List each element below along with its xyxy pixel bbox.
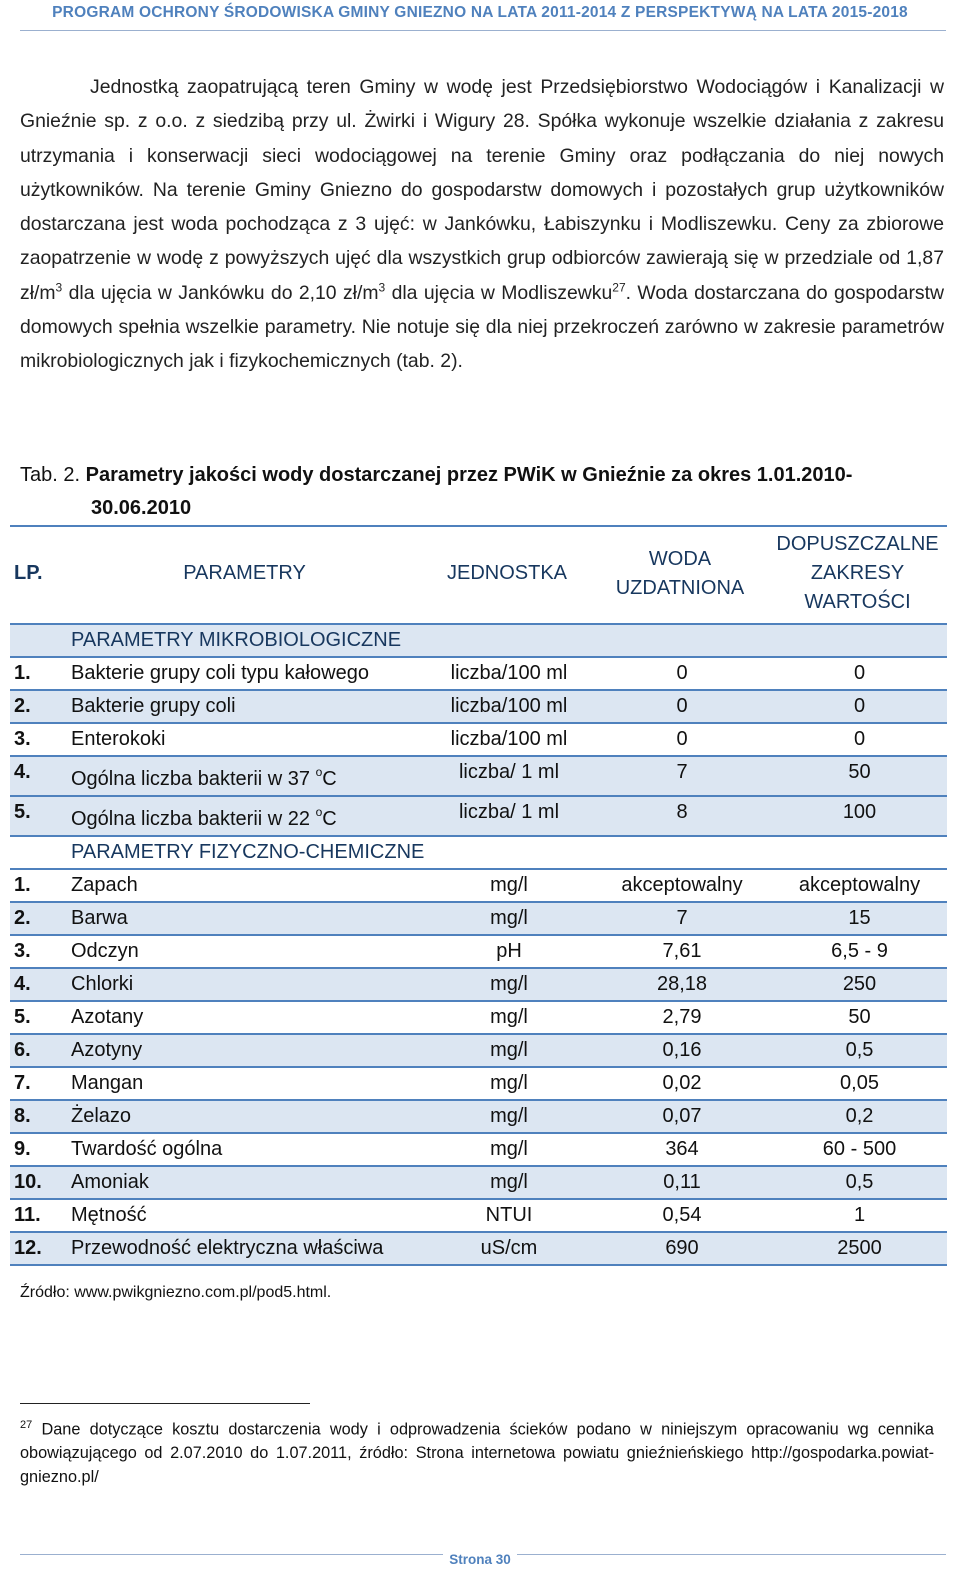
cell-param: Przewodność elektryczna właściwa bbox=[71, 1237, 384, 1259]
cell-param: Bakterie grupy coli bbox=[71, 695, 236, 717]
table-row bbox=[10, 1034, 947, 1067]
table-row bbox=[10, 756, 947, 796]
cell-woda: 0,54 bbox=[662, 1204, 702, 1226]
footnote-rule bbox=[20, 1403, 310, 1404]
cell-unit: liczba/100 ml bbox=[450, 662, 568, 684]
col-header-lp: LP. bbox=[14, 562, 43, 584]
paragraph-text-3: dla ujęcia w Modliszewku bbox=[385, 281, 613, 304]
table-row bbox=[10, 902, 947, 935]
table-row bbox=[10, 869, 947, 902]
cell-woda: 0,16 bbox=[662, 1039, 702, 1061]
paragraph-text-1: Jednostką zaopatrującą teren Gminy w wodę jest Przedsiębiorstwo Wodociągów i Kanalizacji w Gnieźnie sp. z o.o. z siedzibą przy ul. Żwirki i Wigury 28. Spółka wykonuje wszelkie działania z zakresu utrzymania i konserwacji sieci wodociągowej na terenie Gminy oraz podłączania do niej nowych użytkowników. Na terenie Gminy Gniezno do gospodarstw domowych i pozostałych grup użytkowników dostarczana jest woda pochodząca z 3 ujęć: w Jankówku, Łabiszynku i Modliszewku. Ceny za zbiorowe zaopatrzenie w wodę z powyższych ujęć dla wszystkich grup odbiorców zawierają się w przedziale od 1,87 zł/m bbox=[20, 76, 944, 304]
cell-dop: 0 bbox=[853, 662, 866, 684]
cell-unit: mg/l bbox=[490, 874, 528, 896]
cell-woda: 690 bbox=[665, 1237, 699, 1259]
cell-param: Odczyn bbox=[71, 940, 139, 962]
paragraph-text-4: . Woda dostarczana do gospodarstw domowych spełnia wszelkie parametry. Nie notuje się dla niej przekroczeń zarówno w zakresie parametrów mikrobiologicznych jak i fizykochemicznych (tab. 2). bbox=[20, 281, 944, 373]
cell-dop: akceptowalny bbox=[798, 874, 921, 896]
cell-param: Twardość ogólna bbox=[71, 1138, 223, 1160]
section-title: PARAMETRY FIZYCZNO-CHEMICZNE bbox=[71, 841, 425, 863]
table-row bbox=[10, 657, 947, 690]
cell-dop: 6,5 - 9 bbox=[831, 940, 888, 962]
cell-param: Azotyny bbox=[71, 1039, 143, 1061]
cell-dop: 50 bbox=[848, 761, 871, 783]
cell-unit: NTUI bbox=[485, 1204, 533, 1226]
cell-param: Zapach bbox=[71, 874, 138, 896]
cell-lp: 3. bbox=[14, 940, 31, 962]
cell-unit: liczba/ 1 ml bbox=[458, 761, 560, 783]
caption-title: Parametry jakości wody dostarczanej przez PWiK w Gnieźnie za okres 1.01.2010- bbox=[85, 464, 853, 486]
table-row bbox=[10, 935, 947, 968]
body-paragraph bbox=[20, 70, 944, 379]
cell-woda: 2,79 bbox=[662, 1006, 702, 1028]
cell-lp: 5. bbox=[14, 1006, 31, 1028]
cell-lp: 10. bbox=[14, 1171, 42, 1193]
footnote bbox=[20, 1413, 934, 1489]
table-row bbox=[10, 1232, 947, 1265]
cell-unit: mg/l bbox=[490, 1171, 528, 1193]
cell-param: Mętność bbox=[71, 1204, 147, 1226]
cell-unit: mg/l bbox=[490, 907, 528, 929]
running-header: PROGRAM OCHRONY ŚRODOWISKA GMINY GNIEZNO NA LATA 2011-2014 Z PERSPEKTYWĄ NA LATA 2015-2018 bbox=[52, 4, 908, 21]
cell-lp: 7. bbox=[14, 1072, 31, 1094]
table-row bbox=[10, 796, 947, 836]
table-caption bbox=[20, 459, 944, 525]
cell-lp: 12. bbox=[14, 1237, 42, 1259]
col-header-param: PARAMETRY bbox=[183, 562, 306, 584]
cell-lp: 1. bbox=[14, 874, 31, 896]
cell-lp: 8. bbox=[14, 1105, 31, 1127]
water-quality-table bbox=[10, 525, 947, 1266]
cell-dop: 0,5 bbox=[845, 1171, 874, 1193]
cell-dop: 0 bbox=[853, 728, 866, 750]
footnote-ref[interactable]: 27 bbox=[612, 280, 626, 295]
footnote-number: 27 bbox=[20, 1419, 33, 1431]
paragraph-text-2: dla ujęcia w Jankówku do 2,10 zł/m bbox=[62, 281, 379, 304]
table-header-row bbox=[10, 526, 947, 624]
cell-dop: 250 bbox=[842, 973, 877, 995]
cell-woda: 28,18 bbox=[656, 973, 708, 995]
table-row bbox=[10, 690, 947, 723]
table-row bbox=[10, 968, 947, 1001]
cell-unit: mg/l bbox=[490, 1039, 528, 1061]
cell-param: Barwa bbox=[71, 907, 128, 929]
cell-dop: 0,2 bbox=[845, 1105, 874, 1127]
col-header-woda: WODA UZDATNIONA bbox=[615, 547, 745, 599]
section-row bbox=[10, 836, 947, 869]
cell-unit: mg/l bbox=[490, 1072, 528, 1094]
cell-lp: 2. bbox=[14, 907, 31, 929]
cell-lp: 6. bbox=[14, 1039, 31, 1061]
table-row bbox=[10, 1133, 947, 1166]
cell-param: Enterokoki bbox=[71, 728, 166, 750]
cell-unit: liczba/100 ml bbox=[450, 695, 568, 717]
footnote-text: Dane dotyczące kosztu dostarczenia wody i odprowadzenia ścieków podano w niniejszym opracowaniu wg cennika obowiązującego od 2.07.2010 do 1.07.2011, źródło: Strona internetowa powiatu gnieźnieńskiego http://gospodarka.powiat-gniezno.pl/ bbox=[20, 1420, 934, 1487]
cell-lp: 4. bbox=[14, 761, 31, 783]
section-row bbox=[10, 624, 947, 657]
cell-unit: mg/l bbox=[490, 1006, 528, 1028]
cell-param: Ogólna liczba bakterii w 22 $^o$C bbox=[71, 805, 337, 830]
cell-unit: pH bbox=[496, 940, 522, 962]
cell-woda: 8 bbox=[676, 801, 688, 823]
superscript-3: 3 bbox=[55, 280, 63, 295]
cell-woda: 0 bbox=[676, 695, 688, 717]
cell-param: Bakterie grupy coli typu kałowego bbox=[71, 662, 369, 684]
col-header-dop: DOPUSZCZALNE ZAKRESY WARTOŚCI bbox=[776, 533, 939, 613]
cell-unit: liczba/100 ml bbox=[450, 728, 568, 750]
cell-woda: 7 bbox=[676, 907, 688, 929]
page-footer bbox=[0, 1552, 960, 1567]
section-title: PARAMETRY MIKROBIOLOGICZNE bbox=[71, 629, 402, 651]
cell-param: Azotany bbox=[71, 1006, 144, 1028]
cell-woda: 0,02 bbox=[662, 1072, 702, 1094]
cell-param: Amoniak bbox=[71, 1171, 149, 1193]
cell-lp: 1. bbox=[14, 662, 31, 684]
table-row bbox=[10, 1166, 947, 1199]
caption-title-cont: 30.06.2010 bbox=[91, 497, 192, 519]
cell-dop: 15 bbox=[848, 907, 871, 929]
cell-woda: akceptowalny bbox=[621, 874, 743, 896]
cell-woda: 364 bbox=[665, 1138, 699, 1160]
header-rule bbox=[20, 30, 946, 31]
cell-dop: 100 bbox=[842, 801, 877, 823]
cell-unit: liczba/ 1 ml bbox=[458, 801, 560, 823]
cell-woda: 0 bbox=[676, 662, 688, 684]
cell-dop: 0 bbox=[853, 695, 866, 717]
cell-unit: uS/cm bbox=[480, 1237, 538, 1259]
cell-lp: 2. bbox=[14, 695, 31, 717]
cell-woda: 0,07 bbox=[662, 1105, 702, 1127]
cell-lp: 4. bbox=[14, 973, 31, 995]
cell-woda: 7 bbox=[676, 761, 688, 783]
cell-lp: 5. bbox=[14, 801, 31, 823]
cell-lp: 9. bbox=[14, 1138, 31, 1160]
cell-unit: mg/l bbox=[490, 1138, 528, 1160]
cell-dop: 1 bbox=[853, 1204, 866, 1226]
table-row bbox=[10, 1199, 947, 1232]
cell-dop: 60 - 500 bbox=[822, 1138, 897, 1160]
cell-unit: mg/l bbox=[490, 973, 528, 995]
cell-dop: 50 bbox=[848, 1006, 871, 1028]
caption-prefix: Tab. 2. bbox=[20, 464, 86, 486]
cell-unit: mg/l bbox=[490, 1105, 528, 1127]
cell-woda: 0,11 bbox=[663, 1171, 701, 1193]
table-row bbox=[10, 1100, 947, 1133]
cell-woda: 0 bbox=[676, 728, 688, 750]
table-source: Źródło: www.pwikgniezno.com.pl/pod5.html. bbox=[20, 1284, 332, 1301]
cell-param: Chlorki bbox=[71, 973, 134, 995]
cell-param: Mangan bbox=[71, 1072, 144, 1094]
table-row bbox=[10, 1001, 947, 1034]
col-header-unit: JEDNOSTKA bbox=[446, 562, 568, 584]
cell-param: Ogólna liczba bakterii w 37 $^o$C bbox=[71, 765, 337, 790]
superscript-3: 3 bbox=[378, 280, 386, 295]
cell-dop: 0,5 bbox=[845, 1039, 874, 1061]
table-row bbox=[10, 1067, 947, 1100]
cell-dop: 2500 bbox=[837, 1237, 882, 1259]
cell-woda: 7,61 bbox=[662, 940, 702, 962]
cell-param: Żelazo bbox=[71, 1105, 132, 1127]
page-number: Strona 30 bbox=[443, 1552, 517, 1567]
cell-dop: 0,05 bbox=[840, 1072, 879, 1094]
table-row bbox=[10, 723, 947, 756]
cell-lp: 11. bbox=[14, 1204, 41, 1226]
cell-lp: 3. bbox=[14, 728, 31, 750]
